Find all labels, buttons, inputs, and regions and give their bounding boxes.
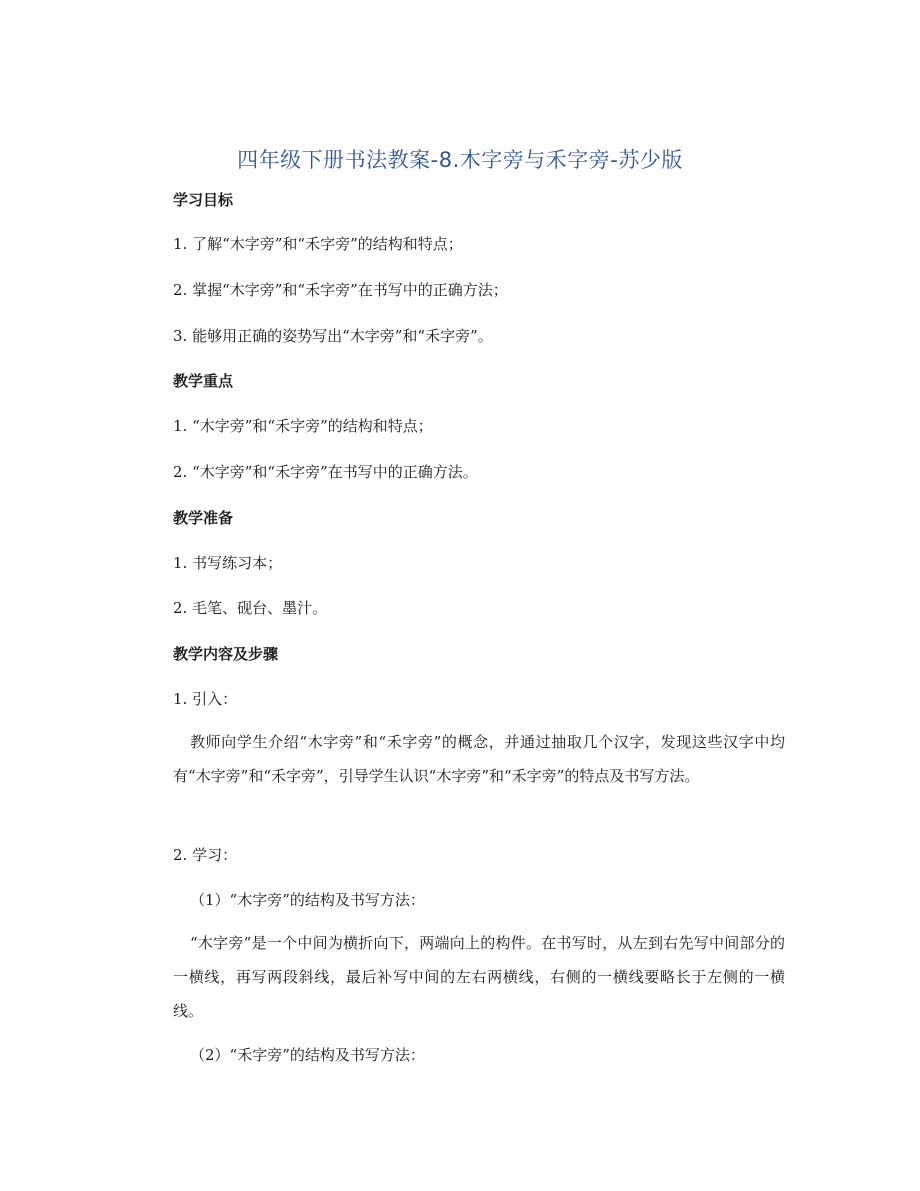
sub2-label: （2）“禾字旁”的结构及书写方法： xyxy=(190,1046,425,1064)
objectives-heading: 学习目标 xyxy=(173,191,234,209)
objective-item-2: 2. 掌握“木字旁”和“禾字旁”在书写中的正确方法； xyxy=(173,281,508,299)
procedure-heading: 教学内容及步骤 xyxy=(173,645,279,663)
preparation-heading: 教学准备 xyxy=(173,509,234,527)
step1-paragraph: 教师向学生介绍“木字旁”和“禾字旁”的概念，并通过抽取几个汉字，发现这些汉字中均有“木字旁”和“禾字旁”，引导学生认识“木字旁”和“禾字旁”的特点及书写方法。 xyxy=(173,733,785,785)
key-point-item-2: 2. “木字旁”和“禾字旁”在书写中的正确方法。 xyxy=(173,463,478,481)
preparation-item-1: 1. 书写练习本； xyxy=(173,554,283,572)
key-point-item-1: 1. “木字旁”和“禾字旁”的结构和特点； xyxy=(173,417,433,435)
page-title: 四年级下册书法教案-8.木字旁与禾字旁-苏少版 xyxy=(237,148,683,172)
objective-item-3: 3. 能够用正确的姿势写出“木字旁”和“禾字旁”。 xyxy=(173,327,493,345)
sub1-paragraph: “木字旁”是一个中间为横折向下，两端向上的构件。在书写时，从左到右先写中间部分的一横线，再写两段斜线，最后补写中间的左右两横线，右侧的一横线要略长于左侧的一横线。 xyxy=(173,934,785,1020)
step2-label: 2. 学习： xyxy=(173,846,238,864)
key-points-heading: 教学重点 xyxy=(173,372,234,390)
objective-item-1: 1. 了解“木字旁”和“禾字旁”的结构和特点； xyxy=(173,235,463,253)
preparation-item-2: 2. 毛笔、砚台、墨汁。 xyxy=(173,599,328,617)
sub1-label: （1）“木字旁”的结构及书写方法： xyxy=(190,891,425,909)
step1-label: 1. 引入： xyxy=(173,690,238,708)
